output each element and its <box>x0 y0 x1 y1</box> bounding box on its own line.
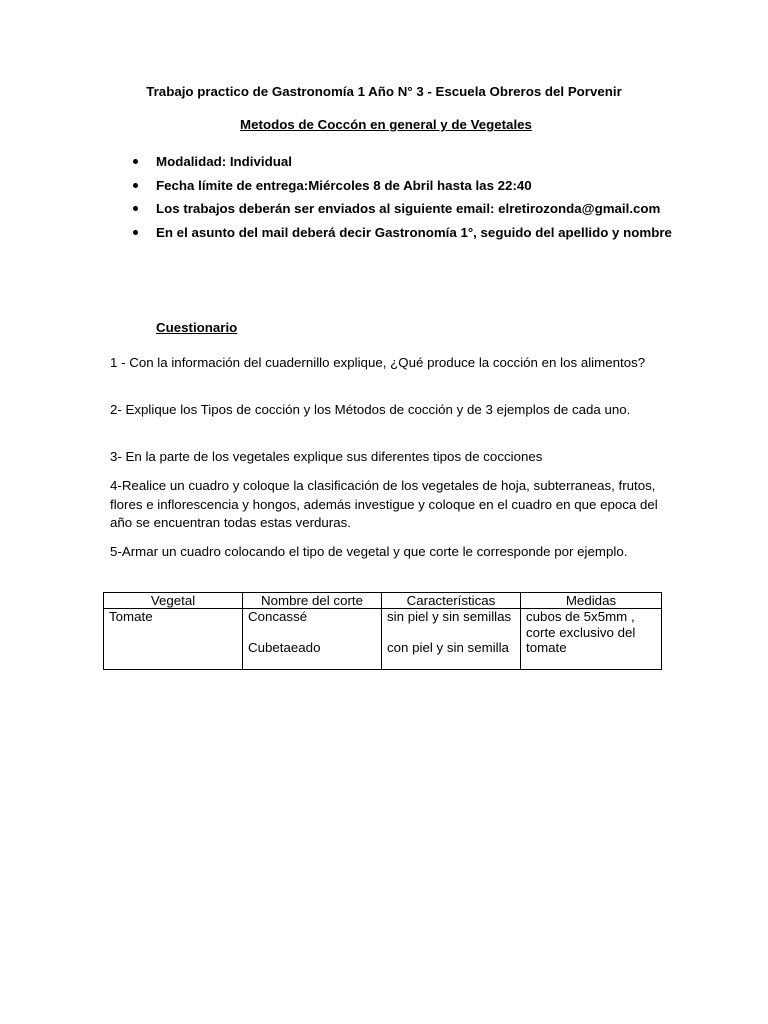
table-row <box>104 609 662 670</box>
column-header: Medidas <box>521 593 662 609</box>
document-header: Trabajo practico de Gastronomía 1 Año N° 3 - Escuela Obreros del Porvenir <box>146 84 622 99</box>
question-2: 2- Explique los Tipos de cocción y los Métodos de cocción y de 3 ejemplos de cada uno. <box>110 402 631 417</box>
cut-name: Concassé <box>248 609 308 624</box>
cuts-table <box>103 592 662 670</box>
table-header-row <box>104 593 662 609</box>
column-header: Características <box>382 593 521 609</box>
question-5: 5-Armar un cuadro colocando el tipo de vegetal y que corte le corresponde por ejemplo. <box>110 544 628 559</box>
list-item: Modalidad: Individual <box>130 150 690 174</box>
instructions-list <box>130 150 690 244</box>
column-header: Vegetal <box>104 593 243 609</box>
cell-medidas: cubos de 5x5mm , corte exclusivo del tomate <box>521 609 662 670</box>
cell-caracteristicas <box>382 609 521 670</box>
column-header: Nombre del corte <box>243 593 382 609</box>
list-item: Fecha límite de entrega:Miércoles 8 de Abril hasta las 22:40 <box>130 174 690 198</box>
list-item: En el asunto del mail deberá decir Gastronomía 1°, seguido del apellido y nombre <box>130 221 690 245</box>
section-title: Cuestionario <box>156 320 238 335</box>
question-3: 3- En la parte de los vegetales explique sus diferentes tipos de cocciones <box>110 449 543 464</box>
document-title: Metodos de Coccón en general y de Vegetales <box>240 117 532 132</box>
list-item: Los trabajos deberán ser enviados al siguiente email: elretirozonda@gmail.com <box>130 197 690 221</box>
cut-name: Cubetaeado <box>248 639 321 655</box>
cell-cortes <box>243 609 382 670</box>
question-4: 4-Realice un cuadro y coloque la clasificación de los vegetales de hoja, subterraneas, frutos, flores e inflorescencia y hongos, además investigue y coloque en el cuadro en que epoca del año se encuentran todas estas verduras. <box>110 478 658 530</box>
cut-feature: sin piel y sin semillas <box>387 609 512 624</box>
cell-vegetal: Tomate <box>104 609 243 670</box>
cut-feature: con piel y sin semilla <box>387 639 509 655</box>
question-1: 1 - Con la información del cuadernillo explique, ¿Qué produce la cocción en los alimentos? <box>110 355 646 370</box>
